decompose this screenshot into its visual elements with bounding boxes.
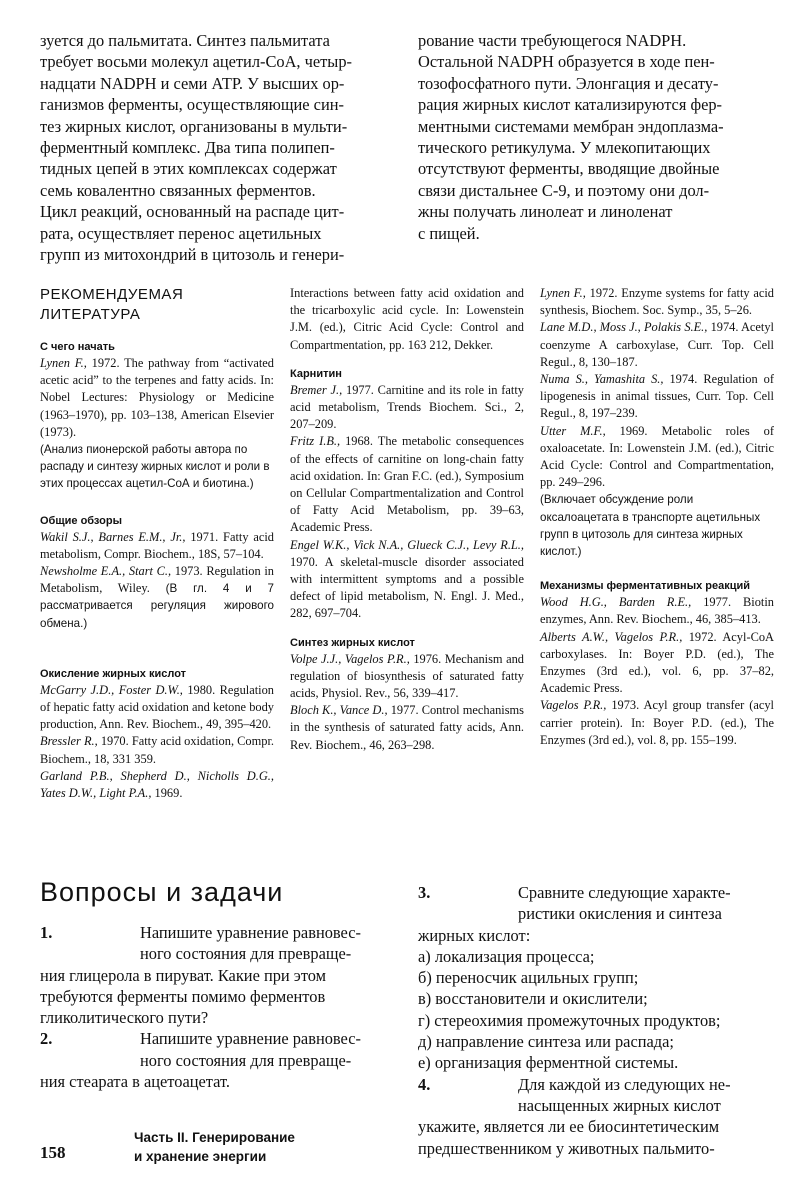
- reference-entry: [40, 529, 274, 563]
- reference-text: 1969. Metabolic roles of oxaloacetate. In: Lowenstein J.M. (ed.), Citric Acid Cycle: Control and Compartmentation, pp. 249–296.: [540, 423, 774, 490]
- text-line: рата, осуществляет перенос ацетильных: [40, 223, 322, 243]
- reference-authors: Newsholme E.A., Start C.,: [40, 564, 172, 579]
- top-left-column: [40, 30, 390, 265]
- text-line: Остальной NADPH образуется в ходе пен-: [418, 52, 715, 72]
- top-right-column: [418, 30, 770, 244]
- section-title: Окисление жирных кислот: [40, 667, 187, 680]
- reference-entry: [40, 563, 274, 632]
- question-4: [418, 1074, 770, 1095]
- reference-entry: [290, 702, 524, 754]
- question-text: насыщенных жирных кислот: [518, 1095, 721, 1115]
- text-line: требует восьми молекул ацетил-СоА, четыр-: [40, 52, 352, 72]
- text-line: надцати NADPH и семи АТР. У высших ор-: [40, 73, 345, 93]
- list-item: е) организация ферментной системы.: [418, 1053, 679, 1073]
- reference-entry: [290, 537, 524, 623]
- reference-text: 1973. Regulation in Metabolism, Wiley.: [40, 564, 274, 596]
- reference-entry: [290, 651, 524, 703]
- reference-authors: Utter M.F.,: [540, 423, 606, 438]
- reference-entry: [540, 594, 774, 628]
- question-text: Для каждой из следующих не-: [518, 1074, 731, 1094]
- question-text: ния стеарата в ацетоацетат.: [40, 1072, 231, 1092]
- reference-text: 1977. Biotin enzymes, Ann. Rev. Biochem., 46, 385–413.: [540, 595, 775, 627]
- question-text: ного состояния для превраще-: [140, 1050, 352, 1070]
- references-heading: РЕКОМЕНДУЕМАЯ: [40, 286, 184, 303]
- question-number: 2.: [40, 1029, 53, 1049]
- text-line: тического ретикулума. У млекопитающих: [418, 138, 711, 158]
- question-1: [40, 922, 390, 943]
- question-text: Сравните следующие характе-: [518, 883, 731, 902]
- references-column-2: [290, 285, 524, 754]
- reference-text: 1976. Mechanism and regulation of biosynthesis of saturated fatty acids, Physiol. Rev., 56, 339–417.: [290, 651, 524, 701]
- reference-text: 1968. The metabolic consequences of the effects of carnitine on long-chain fatty acid oxidation. In: Gran F.C. (ed.), Symposium on Cellular Compartmentalization and Control of Fatty Acid Metabolism, pp. 39–63, Academic Press.: [290, 434, 524, 535]
- reference-entry: [540, 319, 774, 371]
- reference-authors: Volpe J.J., Vagelos P.R.,: [290, 651, 410, 666]
- question-text: Напишите уравнение равновес-: [140, 1029, 361, 1049]
- reference-entry: [540, 629, 774, 698]
- text-line: жны получать линолеат и линоленат: [418, 202, 673, 222]
- question-number: 3.: [418, 883, 431, 902]
- list-item: в) восстановители и окислители;: [418, 989, 648, 1009]
- reference-authors: Wood H.G., Barden R.E.,: [540, 595, 692, 610]
- reference-entry: [290, 433, 524, 536]
- reference-text: 1974. Regulation of lipogenesis in animal tissues, Curr. Top. Cell Regul., 8, 197–239.: [540, 372, 774, 421]
- reference-entry: [40, 682, 274, 734]
- text-line: отсутствуют ферменты, вводящие двойные: [418, 159, 720, 179]
- question-text: ристики окисления и синтеза: [518, 904, 722, 924]
- reference-text: 1970. Fatty acid oxidation, Compr. Biochem., 18, 331 359.: [40, 734, 274, 766]
- reference-authors: Bremer J.,: [290, 382, 343, 397]
- reference-text: 1977. Control mechanisms in the synthesis of saturated fatty acids, Ann. Rev. Biochem., 46, 263–298.: [290, 703, 524, 752]
- reference-authors: Numa S., Yamashita S.,: [540, 372, 664, 387]
- reference-authors: Engel W.K., Vick N.A., Glueck C.J., Levy R.L.,: [290, 537, 524, 552]
- text-line: тидных цепей в этих комплексах содержат: [40, 159, 337, 179]
- text-line: ферментный комплекс. Два типа полипеп-: [40, 138, 335, 158]
- page-number: 158: [40, 1143, 66, 1162]
- text-line: тозофосфатного пути. Элонгация и десату-: [418, 73, 719, 93]
- reference-note: (В гл. 4 и 7 рассматривается регуляция жирового обмена.): [40, 582, 274, 630]
- reference-text: 1971. Fatty acid metabolism, Compr. Biochem., 18S, 57–104.: [40, 529, 274, 561]
- reference-authors: Wakil S.J., Barnes E.M., Jr.,: [40, 529, 186, 544]
- question-3: [418, 882, 770, 903]
- reference-authors: Lane M.D., Moss J., Polakis S.E.,: [540, 320, 708, 335]
- question-text: требуются ферменты помимо ферментов: [40, 986, 326, 1006]
- reference-entry: [40, 733, 274, 767]
- section-title: С чего начать: [40, 341, 115, 353]
- list-item: г) стереохимия промежуточных продуктов;: [418, 1010, 721, 1030]
- list-item: а) локализация процесса;: [418, 946, 595, 966]
- running-footer: [134, 1128, 295, 1166]
- questions-left-column: [40, 876, 390, 1092]
- text-line: рование части требующегося NADPH.: [418, 31, 687, 50]
- question-2: [40, 1028, 390, 1049]
- reference-text: 1977. Carnitine and its role in fatty acid metabolism, Trends Biochem. Sci., 2, 207–209.: [290, 382, 524, 432]
- reference-text: 1974. Acetyl coenzyme A carboxylase, Curr. Top. Cell Regul., 8, 130–187.: [540, 320, 774, 369]
- references-column-3: [540, 285, 774, 749]
- comparison-list: [418, 946, 770, 1074]
- question-number: 4.: [418, 1074, 431, 1094]
- part-title: и хранение энергии: [134, 1149, 267, 1164]
- reference-authors: Bloch K., Vance D.,: [290, 703, 388, 718]
- reference-entry: Interactions between fatty acid oxidation and the tricarboxylic acid cycle. In: Lowenstein J.M. (ed.), Citric Acid Cycle: Control and Compartmentation, pp. 163 212, Dekker.: [290, 286, 524, 352]
- question-text: гликолитического пути?: [40, 1008, 209, 1028]
- section-title: Синтез жирных кислот: [290, 636, 415, 649]
- section-title: Механизмы ферментативных реакций: [540, 580, 751, 593]
- question-text: ния глицерола в пируват. Какие при этом: [40, 965, 327, 985]
- list-item: б) переносчик ацильных групп;: [418, 968, 639, 988]
- reference-authors: Bressler R.,: [40, 734, 98, 749]
- section-title: Общие обзоры: [40, 514, 122, 527]
- text-line: ментными системами мембран эндоплазма-: [418, 116, 724, 136]
- reference-text: 1969.: [151, 786, 183, 801]
- question-number: 1.: [40, 923, 53, 942]
- text-line: семь ковалентно связанных ферментов.: [40, 180, 316, 200]
- text-line: ганизмов ферменты, осуществляющие син-: [40, 95, 344, 115]
- reference-entry: [540, 697, 774, 749]
- list-item: д) направление синтеза или распада;: [418, 1032, 674, 1052]
- reference-entry: [540, 423, 774, 492]
- reference-authors: Lynen F.,: [40, 356, 87, 370]
- questions-right-column: [418, 882, 770, 1159]
- reference-entry: [540, 371, 774, 423]
- questions-title: Вопросы и задачи: [40, 877, 284, 907]
- reference-note: (Включает обсуждение роли оксалоацетата в транспорте ацетильных групп в цитозоль для синтеза жирных кислот.): [540, 493, 761, 559]
- text-line: групп из митохондрий в цитозоль и генери-: [40, 245, 345, 265]
- reference-text: 1972. Enzyme systems for fatty acid synthesis, Biochem. Soc. Symp., 35, 5–26.: [540, 286, 774, 318]
- text-line: рация жирных кислот катализируются фер-: [418, 95, 723, 115]
- question-text: ного состояния для превраще-: [140, 944, 352, 964]
- reference-note: (Анализ пионерской работы автора по распаду и синтезу жирных кислот и роли в этих процессах ацетил-СоА и биотина.): [40, 443, 270, 491]
- reference-text: 1972. The pathway from “activated acetic acid” to the terpenes and fatty acids. In: Nobel Lectures: Physiology or Medicine (1963–1970), pp. 103–138, American Elsevier (1973).: [40, 356, 274, 439]
- text-line: тез жирных кислот, организованы в мульти-: [40, 116, 348, 136]
- reference-authors: Vagelos P.R.,: [540, 698, 607, 713]
- reference-authors: McGarry J.D., Foster D.W.,: [40, 682, 183, 697]
- reference-entry: [540, 285, 774, 319]
- reference-entry: [290, 382, 524, 434]
- reference-entry: [40, 355, 274, 441]
- text-line: зуется до пальмитата. Синтез пальмитата: [40, 31, 330, 50]
- reference-authors: Garland P.B., Shepherd D., Nicholls D.G., Yates D.W., Light P.A.,: [40, 768, 274, 801]
- reference-text: 1970. A skeletal-muscle disorder associated with intermittent symptoms and a possible defect of lipid metabolism, N. Engl. J. Med., 282, 697–704.: [290, 554, 524, 621]
- reference-text: 1980. Regulation of hepatic fatty acid oxidation and ketone body production, Ann. Rev. Biochem., 49, 395–420.: [40, 682, 275, 732]
- question-text: укажите, является ли ее биосинтетическим: [418, 1117, 720, 1137]
- part-title: Часть II. Генерирование: [134, 1130, 295, 1145]
- reference-text: 1973. Acyl group transfer (acyl carrier protein). In: Boyer P.D. (ed.), The Enzymes (3rd ed.), vol. 8, pp. 155–199.: [540, 698, 774, 747]
- reference-authors: Lynen F.,: [540, 286, 586, 300]
- reference-entry: [40, 768, 274, 802]
- section-title: Карнитин: [290, 367, 342, 380]
- question-text: Напишите уравнение равновес-: [140, 923, 361, 942]
- text-line: Цикл реакций, основанный на распаде цит-: [40, 202, 345, 222]
- question-text: предшественником у животных пальмито-: [418, 1138, 715, 1158]
- text-line: с пищей.: [418, 223, 480, 243]
- text-line: связи дистальнее С-9, и поэтому они дол-: [418, 180, 710, 200]
- question-text: жирных кислот:: [418, 925, 531, 945]
- reference-authors: Alberts A.W., Vagelos P.R.,: [540, 629, 683, 644]
- references-column-1: [40, 285, 274, 802]
- reference-authors: Fritz I.B.,: [290, 434, 341, 449]
- reference-text: 1972. Acyl-CoA carboxylases. In: Boyer P.D. (ed.), The Enzymes (3rd ed.), vol. 6, pp. 37–82, Academic Press.: [540, 629, 774, 696]
- references-heading: ЛИТЕРАТУРА: [40, 306, 141, 323]
